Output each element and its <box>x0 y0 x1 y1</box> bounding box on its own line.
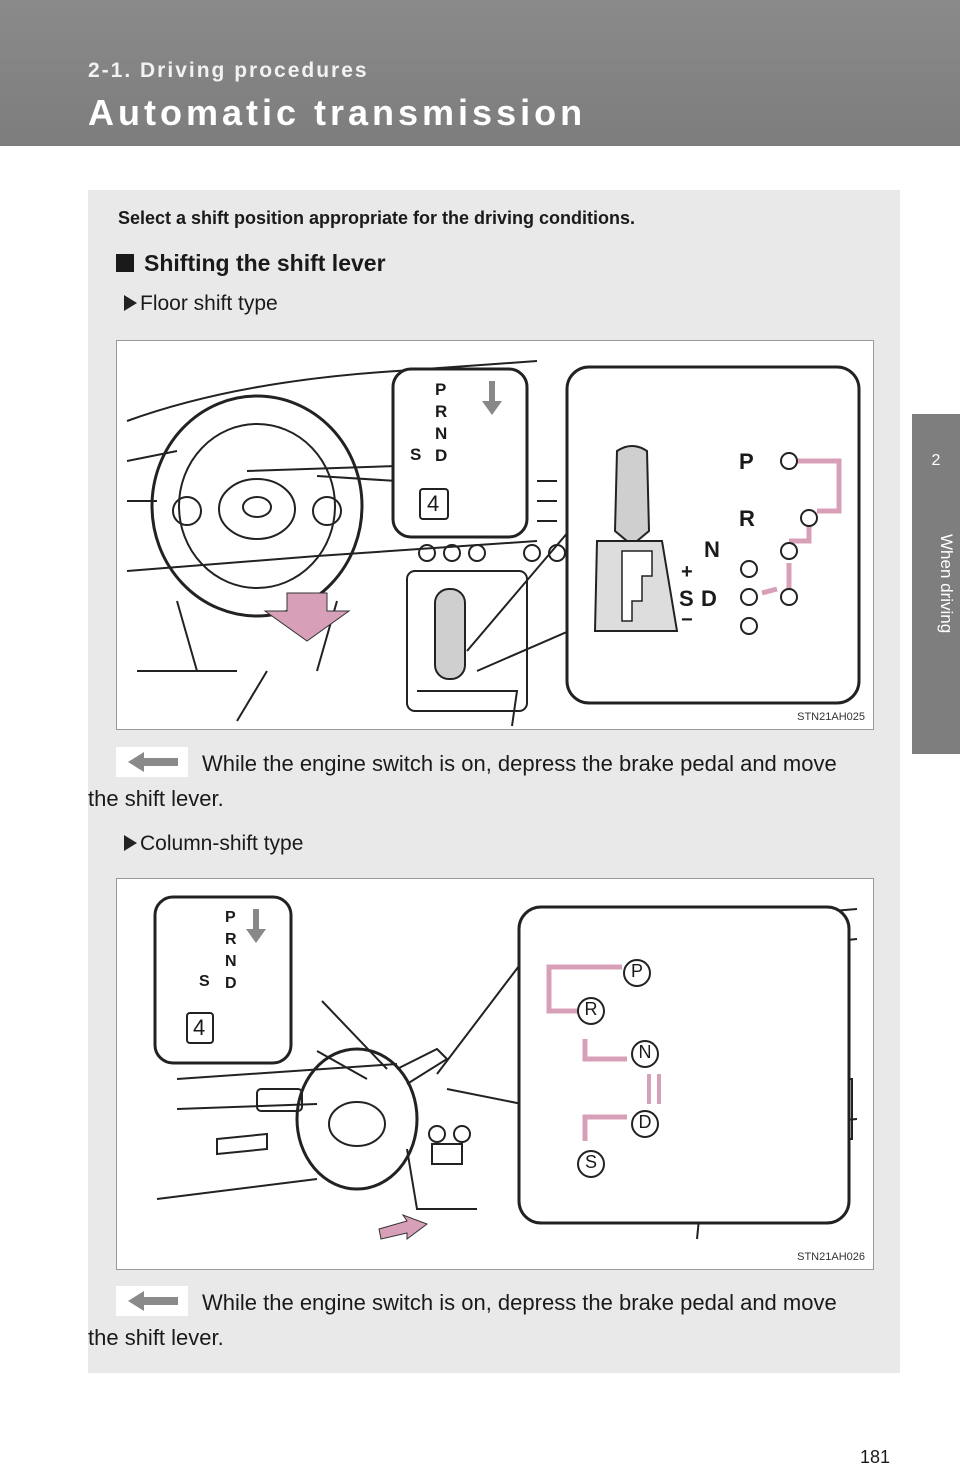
indicator-letters <box>435 379 447 467</box>
subhead-floor <box>124 292 278 316</box>
column-indicator-d: D <box>225 975 237 992</box>
chapter-label: When driving <box>937 534 956 634</box>
column-note-text: While the engine switch is on, depress the brake pedal and move the shift lever. <box>88 1290 837 1350</box>
gate-plus: + <box>681 561 693 583</box>
gate-s: S <box>679 586 694 611</box>
intro-text: Select a shift position appropriate for the driving conditions. <box>118 208 636 228</box>
left-arrow-icon <box>116 747 188 777</box>
left-arrow-icon <box>116 1286 188 1316</box>
subhead-column-text: Column-shift type <box>140 832 304 855</box>
indicator-n: N <box>435 424 448 443</box>
floor-note <box>88 746 870 816</box>
floor-shift-figure <box>116 340 874 730</box>
column-note <box>88 1285 870 1355</box>
chapter-number: 2 <box>931 452 941 469</box>
page-title: Automatic transmission <box>88 92 587 133</box>
chapter-tab[interactable] <box>912 414 960 754</box>
section-heading <box>116 250 386 277</box>
square-bullet-icon <box>116 254 134 272</box>
page-header <box>0 0 960 146</box>
column-pos-p: P <box>630 961 643 981</box>
column-indicator-letters <box>225 907 237 995</box>
section-label: 2-1. Driving procedures <box>88 59 369 82</box>
indicator-gear: 4 <box>427 491 440 516</box>
indicator-s: S <box>410 445 422 464</box>
column-indicator-p: P <box>225 909 236 926</box>
column-pos-s: S <box>584 1152 597 1172</box>
column-indicator-s: S <box>199 973 210 990</box>
column-indicator-r: R <box>225 931 237 948</box>
gate-minus: − <box>681 609 693 631</box>
subhead-column <box>124 832 303 856</box>
gate-n: N <box>704 537 720 562</box>
column-indicator-gear: 4 <box>193 1015 206 1040</box>
floor-shift-illustration <box>117 341 873 729</box>
indicator-d: D <box>435 446 448 465</box>
figure-code-column: STN21AH026 <box>797 1251 865 1263</box>
page-number: 181 <box>860 1447 891 1467</box>
column-shift-figure <box>116 878 874 1270</box>
gate-d: D <box>701 586 717 611</box>
column-pos-n: N <box>638 1042 652 1062</box>
floor-note-text: While the engine switch is on, depress the brake pedal and move the shift lever. <box>88 751 837 811</box>
section-heading-text: Shifting the shift lever <box>144 250 386 276</box>
column-pos-d: D <box>638 1112 652 1132</box>
gate-p: P <box>739 449 754 474</box>
indicator-r: R <box>435 402 448 421</box>
indicator-p: P <box>435 380 447 399</box>
figure-code-floor: STN21AH025 <box>797 711 865 723</box>
column-pos-r: R <box>584 999 598 1019</box>
content-panel <box>88 190 900 1373</box>
column-indicator-n: N <box>225 953 237 970</box>
triangle-bullet-icon <box>124 295 137 311</box>
subhead-floor-text: Floor shift type <box>140 292 278 315</box>
gate-r: R <box>739 506 755 531</box>
triangle-bullet-icon <box>124 835 137 851</box>
